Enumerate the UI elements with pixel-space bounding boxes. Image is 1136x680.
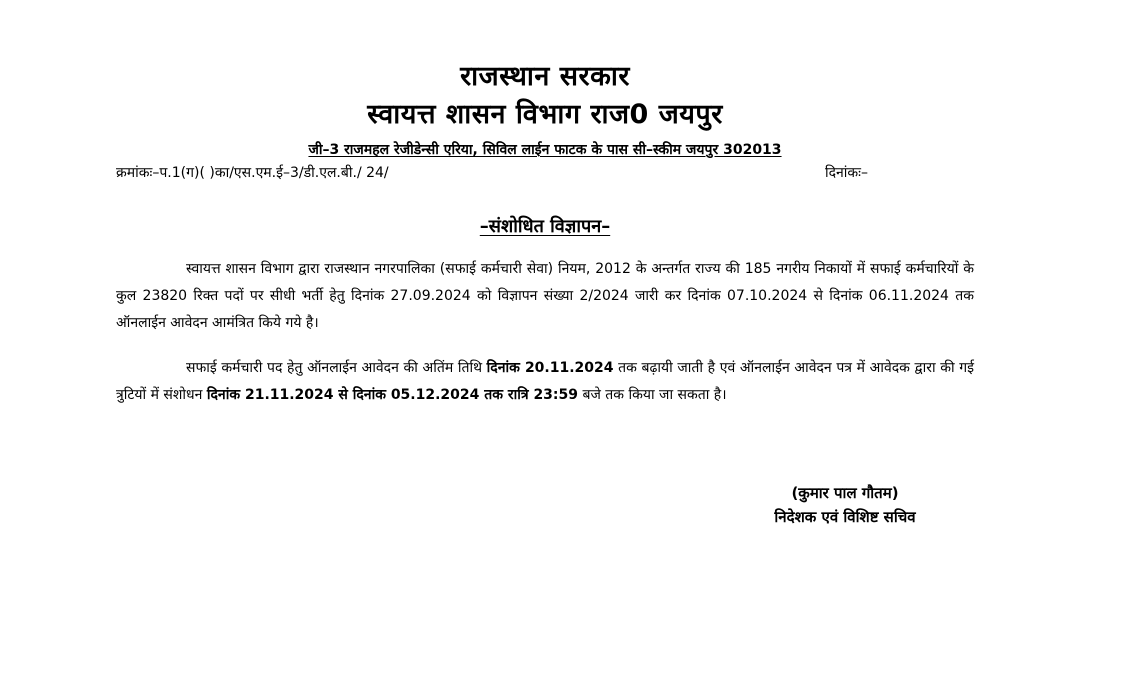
notice-paragraph-2 [116, 355, 974, 409]
notice-paragraph-1: स्वायत्त शासन विभाग द्वारा राजस्थान नगरपालिका (सफाई कर्मचारी सेवा) नियम, 2012 के अन्तर्गत राज्य की 185 नगरीय निकायों में सफाई कर्मचारियों के कुल 23820 रिक्त पदों पर सीधी भर्ती हेतु दिनांक 27.09.2024 को विज्ञापन संख्या 2/2024 जारी कर दिनांक 07.10.2024 से दिनांक 06.11.2024 तक ऑनलाईन आवेदन आमंत्रित किये गये है। [116, 261, 974, 331]
government-title: राजस्थान सरकार [460, 61, 630, 92]
date-label: दिनांकः– [824, 165, 868, 181]
paragraph-2-text-c: बजे तक किया जा सकता है। [578, 387, 727, 403]
reference-number: क्रमांकः–प.1(ग)( )का/एस.एम.ई–3/डी.एल.बी./ 24/ [116, 165, 389, 181]
signatory-name: (कुमार पाल गौतम) [791, 484, 899, 502]
extended-deadline-date: दिनांक 20.11.2024 [486, 360, 614, 376]
paragraph-2-text-b: तक बढ़ायी जाती है एवं ऑनलाईन आवेदन पत्र में आवेदक द्वारा की गई त्रुटियों में संशोधन [116, 360, 974, 403]
department-title: स्वायत्त शासन विभाग राज0 जयपुर [367, 99, 723, 130]
signatory-designation: निदेशक एवं विशिष्ट सचिव [774, 508, 916, 526]
office-address: जी–3 राजमहल रेजीडेन्सी एरिया, सिविल लाईन फाटक के पास सी–स्कीम जयपुर 302013 [308, 142, 782, 158]
notice-heading: –संशोधित विज्ञापन– [479, 216, 611, 237]
correction-window-dates: दिनांक 21.11.2024 से दिनांक 05.12.2024 तक रात्रि 23:59 [206, 387, 579, 403]
paragraph-2-text-a: सफाई कर्मचारी पद हेतु ऑनलाईन आवेदन की अतिंम तिथि [186, 360, 487, 376]
